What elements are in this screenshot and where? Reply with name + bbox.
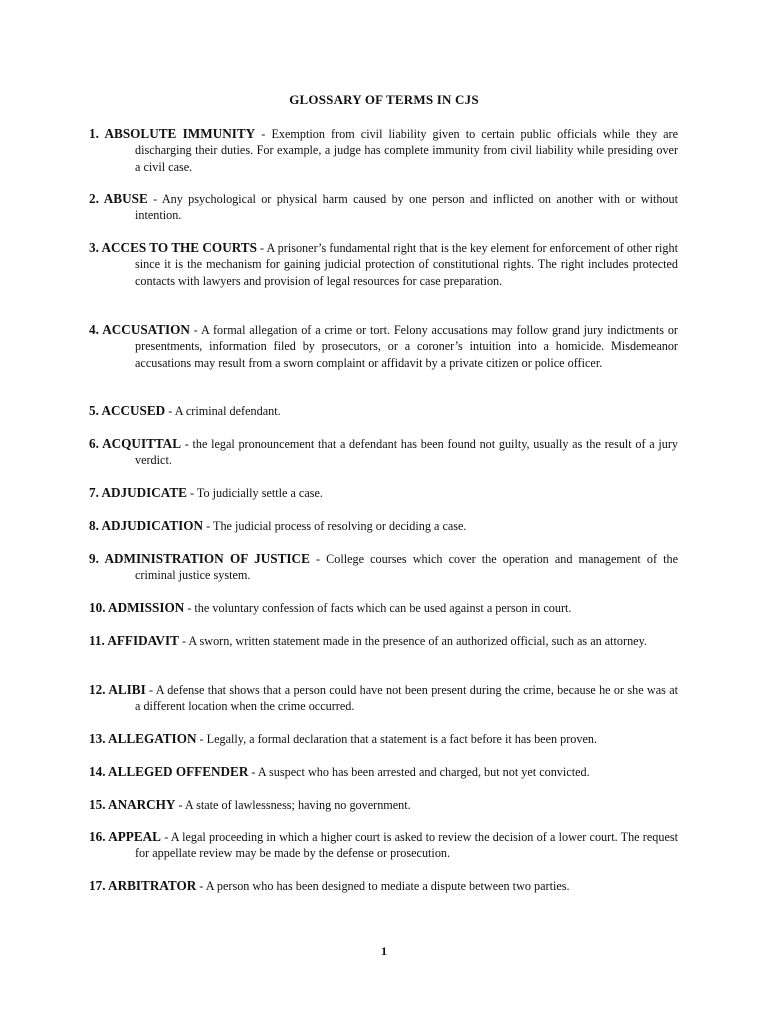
glossary-entry	[89, 436, 678, 469]
entry-term: 9. ADMINISTRATION OF JUSTICE	[89, 551, 310, 566]
entry-definition: - A legal proceeding in which a higher court is asked to review the decision of a lower court. The request for appellate review may be made by the defense or prosecution.	[135, 830, 678, 861]
entry-definition: - Exemption from civil liability given to certain public officials while they are discharging their duties. For example, a judge has complete immunity from civil liability while presiding over a civil case.	[135, 127, 679, 174]
entry-term: 3. ACCES TO THE COURTS	[89, 240, 257, 255]
glossary-entry	[89, 682, 678, 715]
entry-term: 4. ACCUSATION	[89, 322, 190, 337]
entry-definition: - the legal pronouncement that a defendant has been found not guilty, usually as the result of a jury verdict.	[135, 437, 678, 468]
entry-term: 10. ADMISSION	[89, 600, 185, 615]
entry-term: 11. AFFIDAVIT	[89, 633, 179, 648]
entry-definition: - A prisoner’s fundamental right that is the key element for enforcement of other right since it is the mechanism for gaining judicial protection of constitutional rights. The right includes protected contacts with lawyers and provision of legal resources for case preparation.	[135, 241, 678, 288]
entry-definition: - Legally, a formal declaration that a statement is a fact before it has been proven.	[196, 732, 598, 746]
glossary-entry	[89, 764, 678, 780]
entry-definition: - A formal allegation of a crime or tort. Felony accusations may follow grand jury indictments or presentments, information filed by prosecutors, or a coroner’s intuition into a homicide. Misdemeanor accusations may result from a sworn complaint or affidavit by a private citizen or police officer.	[135, 323, 678, 370]
glossary-entry	[89, 191, 678, 224]
entry-term: 15. ANARCHY	[89, 797, 176, 812]
page-title: GLOSSARY OF TERMS IN CJS	[289, 92, 479, 107]
entry-term: 17. ARBITRATOR	[89, 878, 197, 893]
page-number: 1	[381, 944, 387, 958]
entry-term: 14. ALLEGED OFFENDER	[89, 764, 249, 779]
entry-definition: - Any psychological or physical harm caused by one person and inflicted on another with or without intention.	[135, 192, 679, 223]
entry-definition: - The judicial process of resolving or deciding a case.	[203, 519, 467, 533]
glossary-entry	[89, 600, 678, 616]
glossary-entry	[89, 485, 678, 501]
entry-term: 2. ABUSE	[89, 191, 148, 206]
entry-definition: - A suspect who has been arrested and charged, but not yet convicted.	[248, 765, 590, 779]
glossary-entry	[89, 633, 678, 649]
entry-definition: - A criminal defendant.	[165, 404, 281, 418]
glossary-entry	[89, 878, 678, 894]
entry-term: 6. ACQUITTAL	[89, 436, 182, 451]
entry-definition: - A sworn, written statement made in the presence of an authorized official, such as an attorney.	[178, 634, 647, 648]
entry-definition: - the voluntary confession of facts which can be used against a person in court.	[184, 601, 572, 615]
entry-term: 12. ALIBI	[89, 682, 146, 697]
entry-definition: - To judicially settle a case.	[186, 486, 323, 500]
entry-definition: - A person who has been designed to mediate a dispute between two parties.	[196, 879, 570, 893]
entry-term: 8. ADJUDICATION	[89, 518, 204, 533]
entry-definition: - A defense that shows that a person could have not been present during the crime, because he or she was at a different location when the crime occurred.	[135, 683, 679, 714]
glossary-entry	[89, 403, 678, 419]
entry-definition: - College courses which cover the operation and management of the criminal justice system.	[135, 552, 679, 583]
glossary-entry	[89, 126, 678, 175]
glossary-entry	[89, 240, 678, 289]
glossary-entry	[89, 731, 678, 747]
glossary-entry	[89, 518, 678, 534]
entry-term: 16. APPEAL	[89, 829, 161, 844]
entry-term: 13. ALLEGATION	[89, 731, 197, 746]
glossary-entry	[89, 829, 678, 862]
glossary-entry	[89, 797, 678, 813]
entry-term: 1. ABSOLUTE IMMUNITY	[89, 126, 256, 141]
glossary-entry	[89, 322, 678, 371]
glossary-entry	[89, 551, 678, 584]
entry-term: 5. ACCUSED	[89, 403, 166, 418]
entry-definition: - A state of lawlessness; having no government.	[175, 798, 411, 812]
entry-term: 7. ADJUDICATE	[89, 485, 187, 500]
